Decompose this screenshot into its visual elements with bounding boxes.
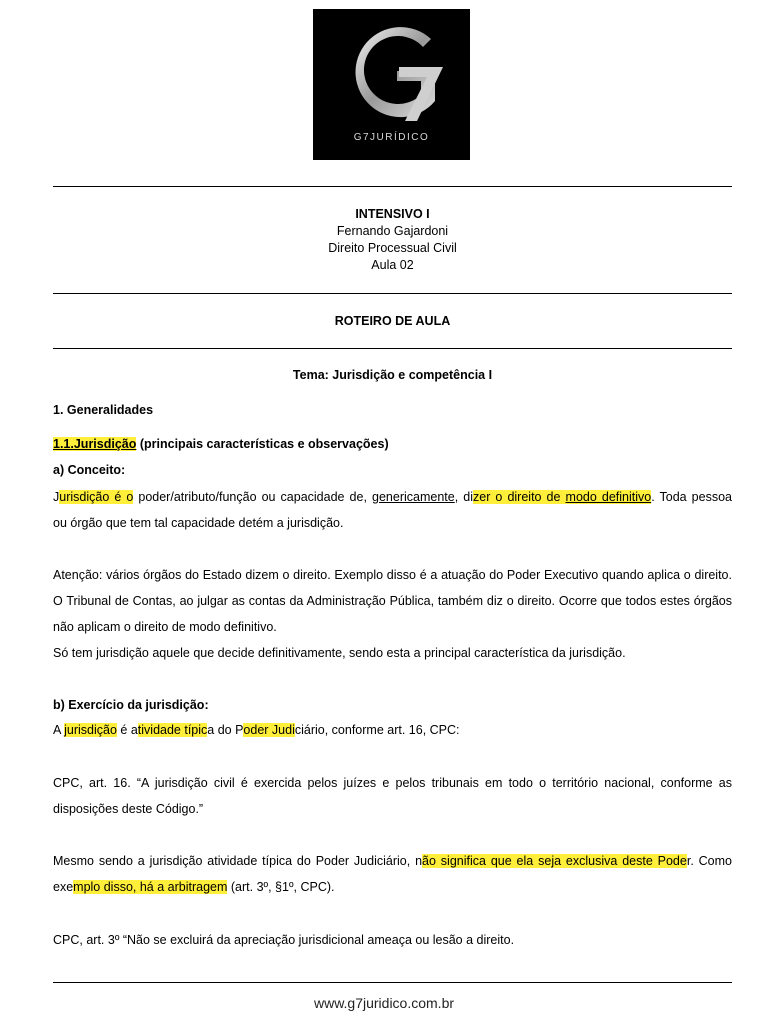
atencao-line-3: não aplicam o direito de modo definitivo.	[53, 620, 277, 634]
exercicio-line: A jurisdição é atividade típica do Poder Judiciário, conforme art. 16, CPC:	[53, 723, 460, 737]
divider	[53, 348, 732, 349]
highlight: tividade típic	[137, 723, 208, 737]
art3-line: CPC, art. 3º “Não se excluirá da apreciação jurisdicional ameaça ou lesão a direito.	[53, 933, 515, 947]
highlight: urisdição é o	[59, 490, 134, 504]
footer-url[interactable]: www.g7juridico.com.br	[313, 995, 455, 1011]
heading-generalidades: 1. Generalidades	[53, 403, 154, 417]
highlight: modo definitivo	[565, 490, 652, 504]
highlight: oder Judi	[243, 723, 295, 737]
heading-conceito: a) Conceito:	[53, 463, 126, 477]
heading-jurisdicao: 1.1.Jurisdição (principais características e observações)	[53, 437, 389, 451]
highlight: zer o direito de	[473, 490, 566, 504]
heading-exercicio: b) Exercício da jurisdição:	[53, 698, 209, 712]
art16-line-2: disposições deste Código.”	[53, 802, 204, 816]
course-title: INTENSIVO I	[355, 207, 430, 221]
divider	[53, 982, 732, 983]
conceito-line-2: ou órgão que tem tal capacidade detém a jurisdição.	[53, 516, 344, 530]
section-title: ROTEIRO DE AULA	[334, 314, 451, 328]
subject-name: Direito Processual Civil	[328, 241, 457, 255]
highlight: ão significa que ela seja exclusiva deste Pode	[422, 854, 687, 868]
atencao-line-1: Atenção: vários órgãos do Estado dizem o direito. Exemplo disso é a atuação do Poder Executivo quando aplica o direito.	[53, 568, 732, 582]
atencao-line-4: Só tem jurisdição aquele que decide definitivamente, sendo esta a principal característica da jurisdição.	[53, 646, 626, 660]
atencao-line-2: O Tribunal de Contas, ao julgar as contas da Administração Pública, também diz o direito. Ocorre que todos estes órgãos	[53, 594, 732, 608]
divider	[53, 186, 732, 187]
conceito-line-1: Jurisdição é o poder/atributo/função ou capacidade de, genericamente, dizer o direito de modo definitivo. Toda pessoa	[53, 490, 732, 504]
logo-brand-text: G7JURÍDICO	[353, 132, 430, 143]
highlight: mplo disso, há a arbitragem	[73, 880, 228, 894]
mesmo-line-2: exemplo disso, há a arbitragem (art. 3º, §1º, CPC).	[53, 880, 335, 894]
tema-heading: Tema: Jurisdição e competência I	[292, 368, 493, 382]
highlight: 1.1.Jurisdição	[53, 437, 137, 451]
divider	[53, 293, 732, 294]
professor-name: Fernando Gajardoni	[336, 224, 449, 238]
g7-logo	[313, 9, 470, 160]
mesmo-line-1: Mesmo sendo a jurisdição atividade típica do Poder Judiciário, não significa que ela seja exclusiva deste Poder. Como	[53, 854, 733, 868]
lesson-number: Aula 02	[371, 258, 414, 272]
art16-line-1: CPC, art. 16. “A jurisdição civil é exercida pelos juízes e pelos tribunais em todo o território nacional, conforme as	[53, 776, 732, 790]
highlight: jurisdição	[64, 723, 117, 737]
